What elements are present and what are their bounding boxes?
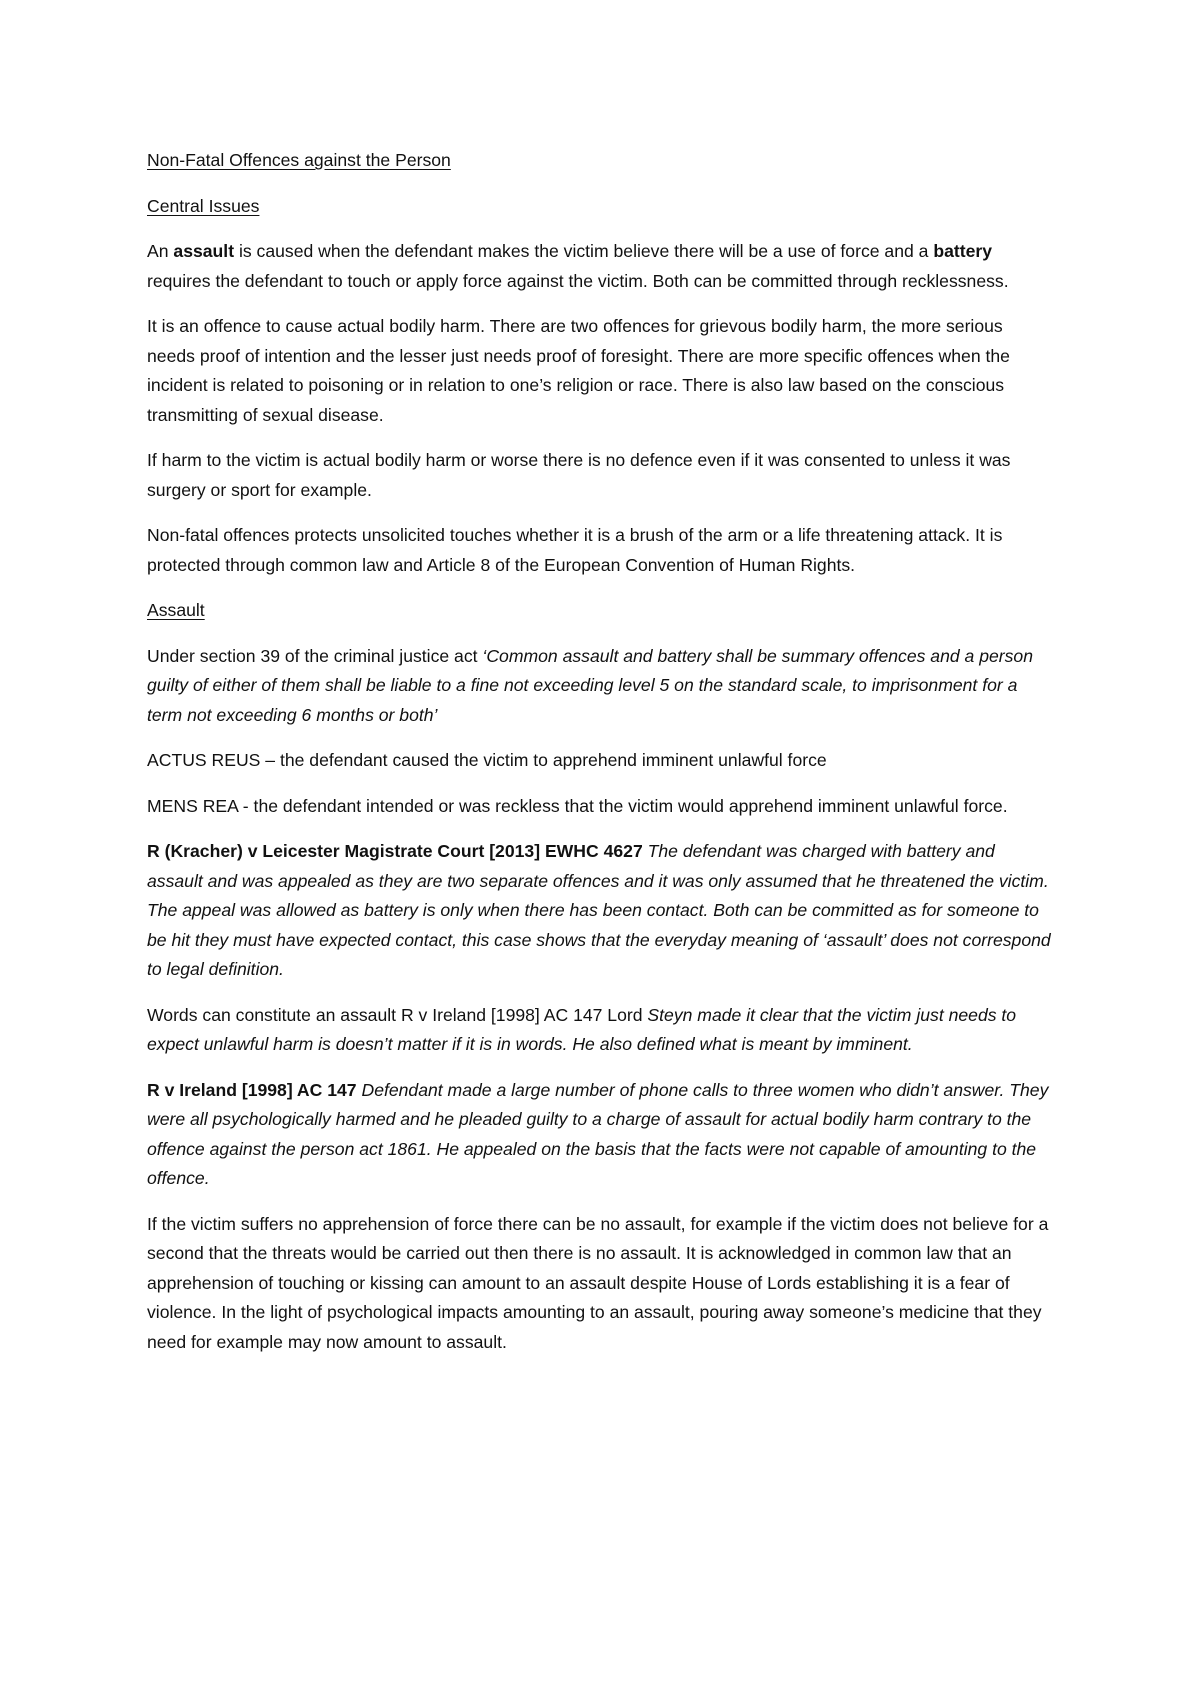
case-citation: R v Ireland [1998] AC 147 <box>147 1079 357 1100</box>
section-heading-assault <box>147 596 1052 626</box>
paragraph-mens-rea: MENS REA - the defendant intended or was reckless that the victim would apprehend imminent unlawful force. <box>147 795 1008 816</box>
document-title <box>147 146 1052 176</box>
bold-term-battery: battery <box>933 241 992 261</box>
paragraph-section-39 <box>147 642 1052 731</box>
paragraph-words-assault <box>147 1001 1052 1060</box>
text-run: is caused when the defendant makes the victim believe there will be a use of force and a <box>234 241 934 261</box>
case-kracher <box>147 837 1052 985</box>
paragraph-consent: If harm to the victim is actual bodily harm or worse there is no defence even if it was consented to unless it was surgery or sport for example. <box>147 450 1011 500</box>
paragraph-bodily-harm: It is an offence to cause actual bodily harm. There are two offences for grievous bodily harm, the more serious needs proof of intention and the lesser just needs proof of foresight. There are more specific offences when the incident is related to poisoning or in relation to one’s religion or race. There is also law based on the conscious transmitting of sexual disease. <box>147 316 1010 425</box>
case-summary: Steyn made it clear that the victim just needs to expect unlawful harm is doesn’t matter if it is in words. He also defined what is meant by imminent. <box>147 1004 1017 1054</box>
case-citation: R (Kracher) v Leicester Magistrate Court [2013] EWHC 4627 <box>147 841 643 861</box>
paragraph-actus-reus: ACTUS REUS – the defendant caused the victim to apprehend imminent unlawful force <box>147 750 827 770</box>
heading-central-text: Central Issues <box>147 195 260 216</box>
document-page <box>147 146 1052 1373</box>
paragraph-apprehension: If the victim suffers no apprehension of force there can be no assault, for example if the victim does not believe for a second that the threats would be carried out then there is no assault. It is acknowledged in common law that an apprehension of touching or kissing can amount to an assault despite House of Lords establishing it is a fear of violence. In the light of psychological impacts amounting to an assault, pouring away someone’s medicine that they need for example may now amount to assault. <box>147 1213 1049 1352</box>
title-text: Non-Fatal Offences against the Person <box>147 150 451 170</box>
case-summary: The defendant was charged with battery and assault and was appealed as they are two separate offences and it was only assumed that he threatened the victim. The appeal was allowed as battery is only when there has been contact. Both can be committed as for someone to be hit they must have expected contact, this case shows that the everyday meaning of ‘assault’ does not correspond to legal definition. <box>147 841 1051 979</box>
case-summary: Defendant made a large number of phone calls to three women who didn’t answer. They were all psychologically harmed and he pleaded guilty to a charge of assault for actual bodily harm contrary to the offence against the person act 1861. He appealed on the basis that the facts were not capable of amounting to the offence. <box>147 1079 1049 1188</box>
bold-term-assault: assault <box>173 241 235 261</box>
text-run: requires the defendant to touch or apply force against the victim. Both can be committed through recklessness. <box>147 270 1009 291</box>
case-ireland <box>147 1076 1052 1194</box>
paragraph-assault-battery-definition <box>147 237 1052 296</box>
heading-assault-text: Assault <box>147 600 205 620</box>
text-run: Under section 39 of the criminal justice act <box>147 645 483 666</box>
text-run: An <box>147 241 174 261</box>
section-heading-central-issues <box>147 192 1052 222</box>
text-run: Words can constitute an assault R v Ireland [1998] AC 147 Lord <box>147 1004 648 1025</box>
paragraph-protection: Non-fatal offences protects unsolicited touches whether it is a brush of the arm or a life threatening attack. It is protected through common law and Article 8 of the European Convention of Human Rights. <box>147 525 1003 575</box>
statute-quote: ‘Common assault and battery shall be summary offences and a person guilty of either of them shall be liable to a fine not exceeding level 5 on the standard scale, to imprisonment for a term not exceeding 6 months or both’ <box>147 645 1033 725</box>
